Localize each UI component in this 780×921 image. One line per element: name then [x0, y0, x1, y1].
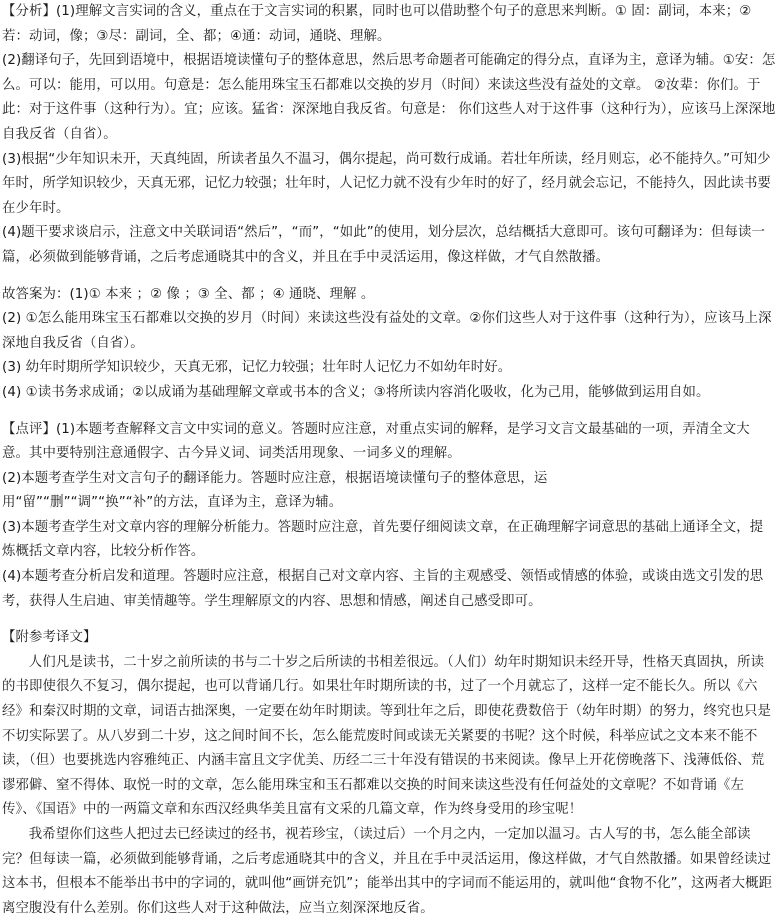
translation-paragraph-2: 我希望你们这些人把过去已经读过的经书，视若珍宝，（读过后）一个月之内，一定加以温习。古人写的书，怎么能全部读完？但每读一篇，必须做到能够背诵，之后考虑通晓其中的含义，并且在手中灵活运用，像这样做，才气自然散播。如果曾经读过这本书，但根本不能举出书中的字词的，就叫他“画饼充饥”；能举出其中的字词而不能运用的，就叫他“食物不化”，这两者大概距离空腹没有什么差别。你们这些人对于这种做法，应当立刻深深地反省。	[2, 827, 773, 916]
document-body	[2, 0, 776, 921]
comment-paragraph-2a: (2)本题考查学生对文言句子的翻译能力。答题时应注意，根据语境读懂句子的整体意思，运	[2, 470, 548, 486]
answer-paragraph-3: (3) 幼年时期所学知识较少，天真无邪，记忆力较强；壮年时人记忆力不如幼年时好。	[2, 360, 512, 376]
section-gap	[2, 614, 776, 626]
analysis-paragraph-3: (3)根据“少年知识未开，天真纯固，所读者虽久不温习，偶尔提起，尚可数行成诵。若壮年所读，经月则忘，必不能持久。”可知少年时，所学知识较少，天真无邪，记忆力较强；壮年时，人记忆力就不没有少年时的好了，经月就会忘记，不能持久，因此读书要在少年时。	[2, 151, 771, 216]
answer-paragraph-1: 故答案为：(1)① 本来 ；② 像 ；③ 全、都 ；④ 通晓、理解 。	[2, 286, 375, 302]
translation-heading: 【附参考译文】	[2, 630, 97, 646]
analysis-paragraph-2: (2)翻译句子，先回到语境中，根据语境读懂句子的整体意思，然后思考命题者可能确定的得分点，直译为主，意译为辅。①安：怎么。可以：能用，可以用。句意是：怎么能用珠宝玉石都难以交换的岁月（时间）来读这些没有益处的文章。 ②汝辈：你们。于此：对于这件事（这种行为）。宜；应该。猛省：深深地自我反省。句意是： 你们这些人对于这件事（这种行为），应该马上深深地自我反省（自省）。	[2, 53, 776, 142]
translation-paragraph-1: 人们凡是读书，二十岁之前所读的书与二十岁之后所读的书相差很远。（人们）幼年时期知识未经开导，性格天真固执，所读的书即使很久不复习，偶尔提起，也可以背诵几行。如果壮年时期所读的书，过了一个月就忘了，这样一定不能长久。所以《六经》和秦汉时期的文章，词语古拙深奥，一定要在幼年时期读。等到壮年之后，即使花费数倍于（幼年时期）的努力，终究也只是不切实际罢了。从八岁到二十岁，这之间时间不长，怎么能荒废时间或读无关紧要的书呢？这个时候，科举应试之文本来不能不读，（但）也要挑选内容雅纯正、内涵丰富且文字优美、历经二三十年没有错误的书来阅读。像早上开花傍晚落下、浅薄低俗、荒谬邪僻、窒不得体、取悦一时的文章，怎么能用珠宝和玉石都难以交换的时间来读这些没有任何益处的文章呢？不如背诵《左传》、《国语》中的一两篇文章和东西汉经典华美且富有文采的几篇文章，作为终身受用的珍宝呢！	[2, 654, 771, 818]
comment-paragraph-2b: 用“留”“删”“调”“换”“补”的方法，直译为主，意译为辅。	[2, 495, 343, 511]
section-gap	[2, 406, 776, 418]
answer-paragraph-2: (2) ①怎么能用珠宝玉石都难以交换的岁月（时间）来读这些没有益处的文章。②你们这些人对于这件事（这种行为），应该马上深深地自我反省（自省）。	[2, 311, 772, 351]
section-gap	[2, 271, 776, 283]
comment-paragraph-3: (3)本题考查学生对文章内容的理解分析能力。答题时应注意，首先要仔细阅读文章，在正确理解字词意思的基础上通译全文，提炼概括文章内容，比较分析作答。	[2, 519, 764, 560]
analysis-paragraph-1: 【分析】(1)理解文言实词的含义，重点在于文言实词的积累，同时也可以借助整个句子的意思来判断。① 固：副词，本来；② 若：动词，像；③尽：副词，全、都；④通：动词，通晓、理解。	[2, 4, 752, 44]
answer-paragraph-4: (4) ①读书务求成诵；②以成诵为基础理解文章或书本的含义；③将所读内容消化吸收，化为己用，能够做到运用自如。	[2, 384, 710, 400]
comment-paragraph-1: 【点评】(1)本题考查解释文言文中实词的意义。答题时应注意，对重点实词的解释，是学习文言文最基础的一项，弄清全文大意。其中要特别注意通假字、古今异义词、词类活用现象、一词多义的理解。	[2, 421, 750, 462]
analysis-paragraph-4: (4)题干要求谈启示，注意文中关联词语“然后”，“而”，“如此”的使用，划分层次，总结概括大意即可。该句可翻译为：但每读一篇，必须做到能够背诵，之后考虑通晓其中的含义，并且在手中灵活运用，像这样做，才气自然散播。	[2, 225, 765, 265]
comment-paragraph-4: (4)本题考查分析启发和道理。答题时应注意，根据自己对文章内容、主旨的主观感受、领悟或情感的体验，或谈由选文引发的思考，获得人生启迪、审美情趣等。学生理解原文的内容、思想和情感，阐述自己感受即可。	[2, 569, 764, 609]
